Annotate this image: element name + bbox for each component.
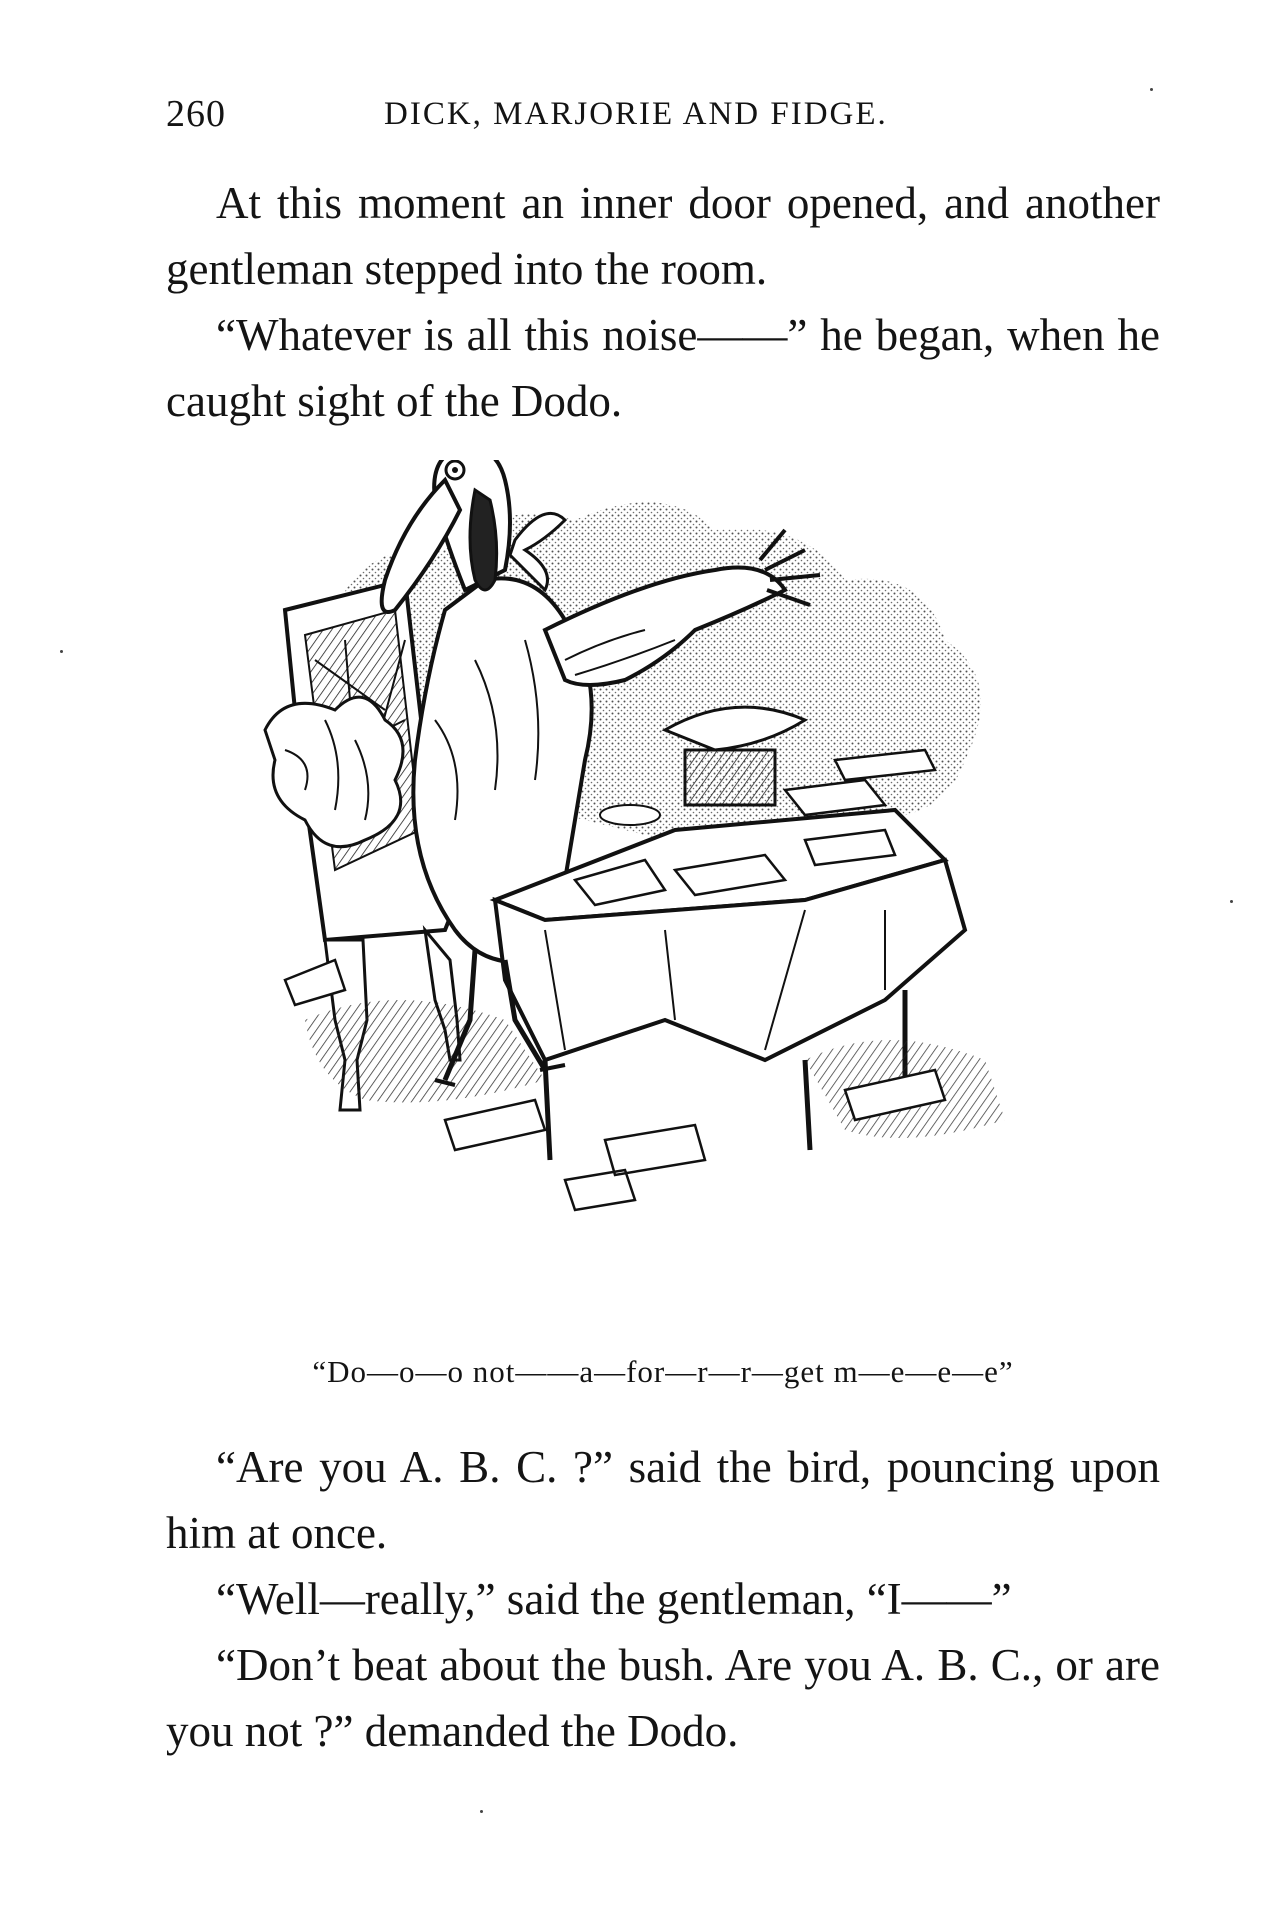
page-number: 260 [166,93,226,135]
paper-speck [480,1810,483,1813]
paper-speck [1150,88,1153,91]
running-title: DICK, MARJORIE AND FIDGE. [384,96,888,132]
paragraph: “Well—really,” said the gentleman, “I——” [216,1574,1012,1624]
paragraph: “Whatever is all this noise——” he began, when he caught sight of the Dodo. [166,310,1160,426]
illustration-caption: “Do—o—o not——a—for—r—r—get m—e—e—e” [312,1354,1014,1389]
paragraph: “Are you A. B. C. ?” said the bird, pouncing upon him at once. [166,1442,1160,1558]
running-head [166,92,1166,142]
paper-speck [60,650,63,653]
dodo-illustration [245,460,1095,1350]
paragraph: “Don’t beat about the bush. Are you A. B. C., or are you not ?” demanded the Dodo. [166,1640,1160,1756]
paragraph: At this moment an inner door opened, and another gentleman stepped into the room. [166,178,1160,294]
chair-tassel [265,697,403,847]
text-block-bottom [166,1434,1160,1764]
dodo-at-desk-drawing [245,460,1095,1350]
paper-speck [1230,900,1233,903]
inkstand [685,750,775,805]
text-block-top [166,170,1160,434]
